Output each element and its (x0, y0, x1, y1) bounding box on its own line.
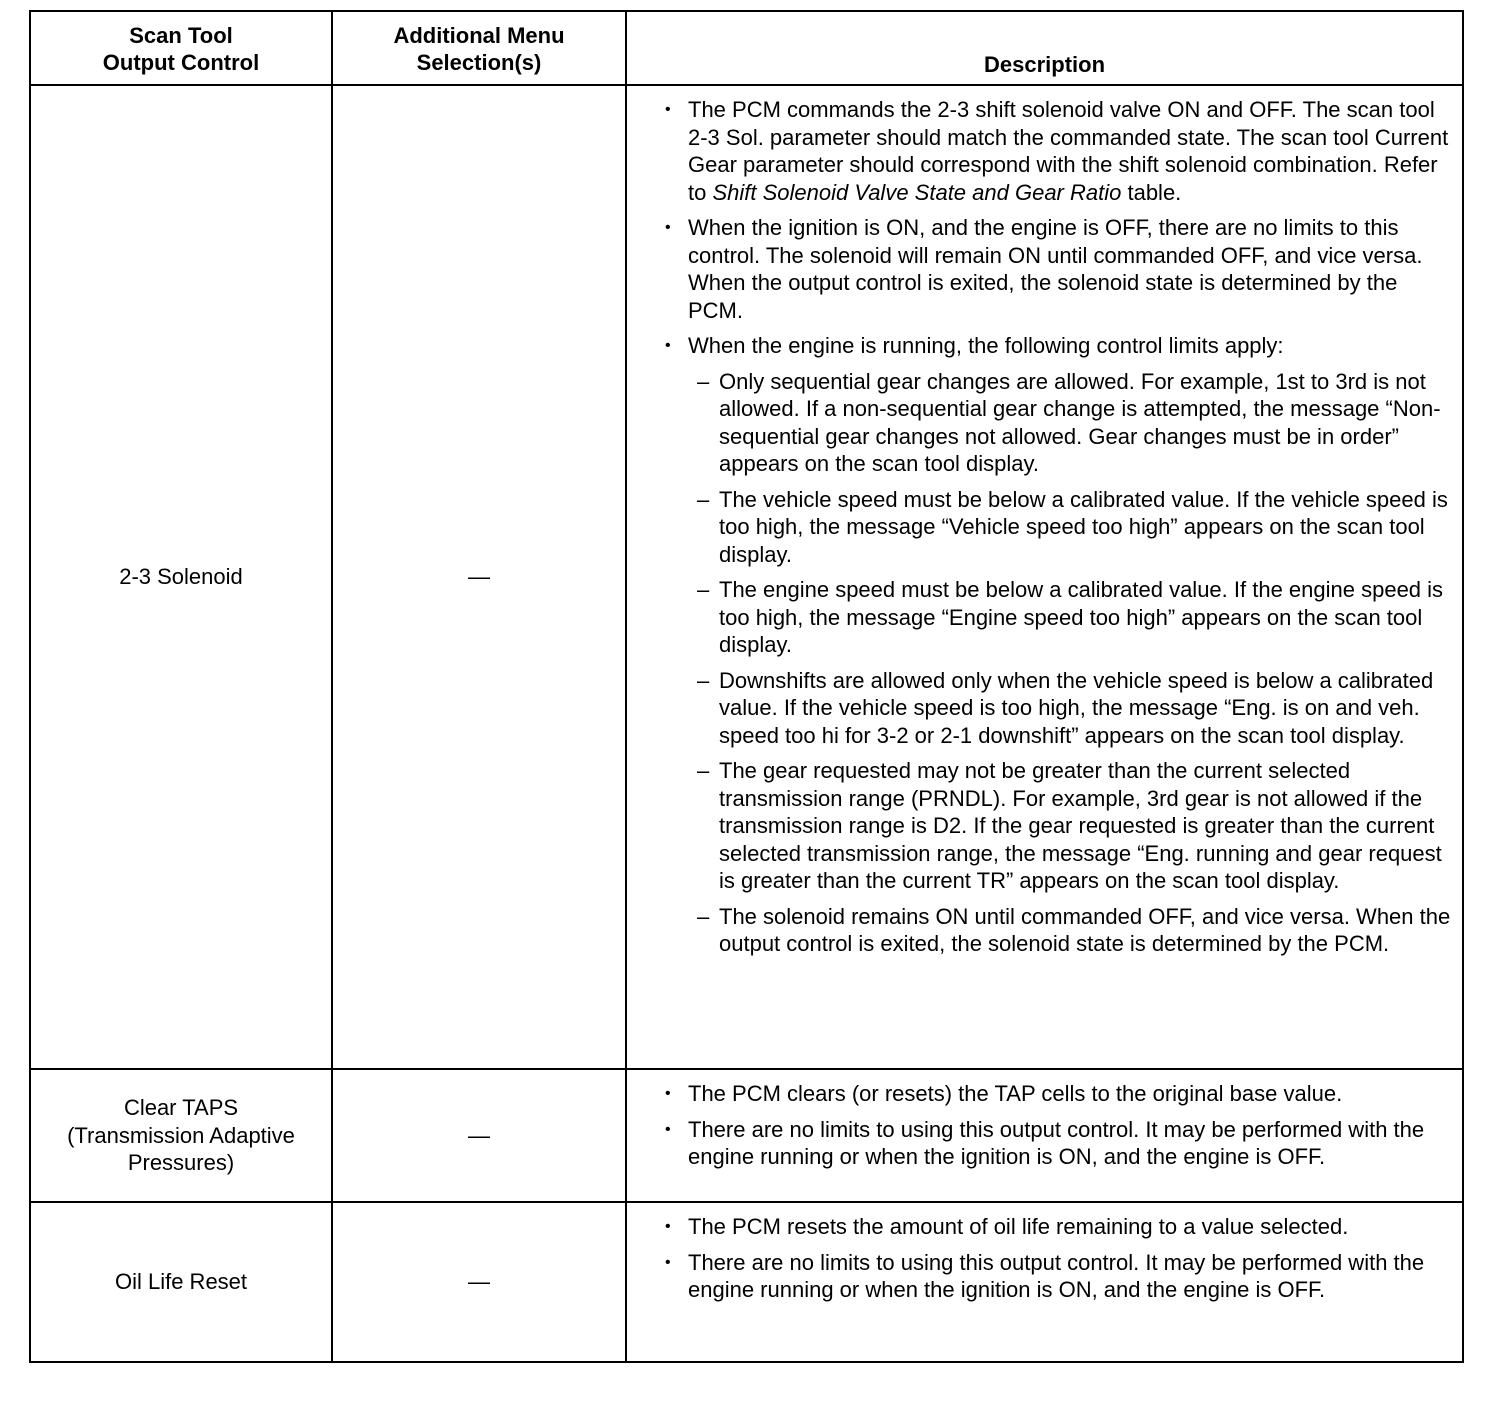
header-line: Selection(s) (416, 50, 542, 75)
text: (Transmission Adaptive (67, 1122, 295, 1148)
text: Pressures) (127, 1150, 235, 1176)
sub-item: – Downshifts are allowed only when the vehicle speed is below a calibrated value. If the vehicle speed is too high, the message “Eng. is on and veh. speed too hi for 3-2 or 2-1 downshift” appears on the scan tool display. (665, 667, 1452, 750)
menu-cell: — (332, 1202, 626, 1362)
bullet-item: • There are no limits to using this output control. It may be performed with the engine running or when the ignition is ON, and the engine is OFF. (665, 1116, 1452, 1171)
table-row (30, 1202, 1463, 1362)
bullet-item: • There are no limits to using this output control. It may be performed with the engine running or when the ignition is ON, and the engine is OFF. (665, 1249, 1452, 1304)
sub-item: – The engine speed must be below a calibrated value. If the engine speed is too high, the message “Engine speed too high” appears on the scan tool display. (665, 576, 1452, 659)
table-row (30, 85, 1463, 1069)
bullet-item: • When the ignition is ON, and the engine is OFF, there are no limits to this control. The solenoid will remain ON until commanded OFF, and vice versa. When the output control is exited, the solenoid state is determined by the PCM. (665, 214, 1452, 324)
header-line: Scan Tool (129, 22, 233, 48)
table-reference: Shift Solenoid Valve State and Gear Ratio (712, 179, 1122, 205)
control-cell: Oil Life Reset (30, 1202, 332, 1362)
header-description: Description (626, 11, 1463, 85)
description-cell (626, 85, 1463, 1069)
header-output-control (30, 11, 332, 85)
bullet-item: • The PCM clears (or resets) the TAP cells to the original base value. (665, 1080, 1452, 1108)
table-row (30, 1069, 1463, 1202)
menu-cell: — (332, 85, 626, 1069)
text: The PCM commands the 2-3 shift solenoid valve ON and OFF. The scan tool 2-3 Sol. parameter should match the commanded state. The scan tool Current Gear parameter should correspond with the shift solenoid combination. Refer to (688, 97, 1449, 205)
header-menu-selection (332, 11, 626, 85)
description-cell (626, 1069, 1463, 1202)
control-cell: 2-3 Solenoid (30, 85, 332, 1069)
header-line: Output Control (102, 50, 260, 75)
sub-item: – Only sequential gear changes are allowed. For example, 1st to 3rd is not allowed. If a non-sequential gear change is attempted, the message “Non-sequential gear changes not allowed. Gear changes must be in order” appears on the scan tool display. (665, 368, 1452, 478)
control-cell (30, 1069, 332, 1202)
sub-item: – The gear requested may not be greater than the current selected transmission range (PRNDL). For example, 3rd gear is not allowed if the transmission range is D2. If the gear requested is greater than the current selected transmission range, the message “Eng. running and gear request is greater than the current TR” appears on the scan tool display. (665, 757, 1452, 895)
bullet-item: • When the engine is running, the following control limits apply: (665, 332, 1452, 360)
menu-cell: — (332, 1069, 626, 1202)
sub-item: – The vehicle speed must be below a calibrated value. If the vehicle speed is too high, the message “Vehicle speed too high” appears on the scan tool display. (665, 486, 1452, 569)
bullet-item: • The PCM resets the amount of oil life remaining to a value selected. (665, 1213, 1452, 1241)
text: Clear TAPS (123, 1095, 239, 1121)
text: table. (1121, 179, 1182, 205)
output-control-table (29, 10, 1464, 1363)
header-row (30, 11, 1463, 85)
bullet-item (665, 96, 1452, 206)
header-line: Additional Menu (393, 22, 565, 48)
sub-item: – The solenoid remains ON until commanded OFF, and vice versa. When the output control is exited, the solenoid state is determined by the PCM. (665, 903, 1452, 958)
description-cell (626, 1202, 1463, 1362)
